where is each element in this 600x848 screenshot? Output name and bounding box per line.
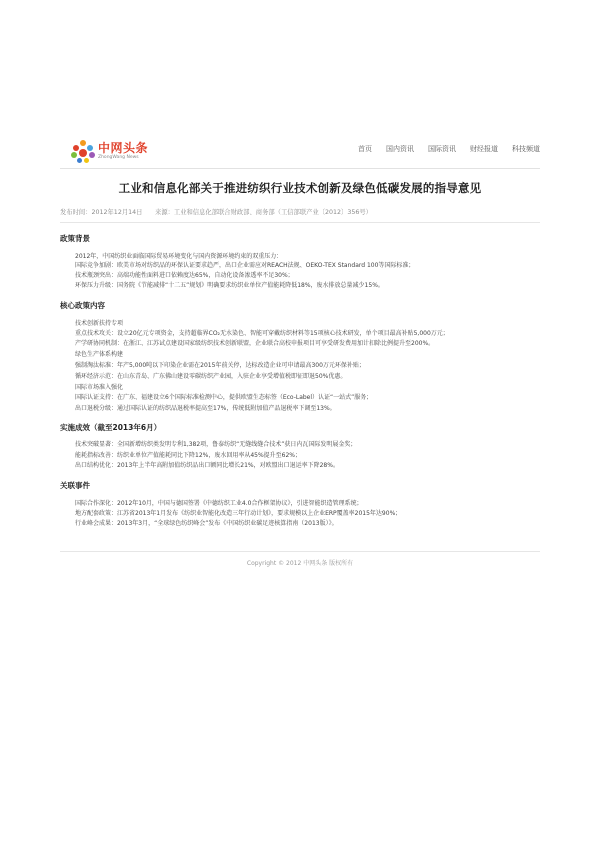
logo-text: 中网头条 — [98, 141, 149, 155]
section-line: 行业峰会成果：2013年3月，“全球绿色纺织峰会”发布《中国纺织业碳足迹核算指南（2013版）》。 — [75, 520, 338, 527]
nav-item-home[interactable]: 首页 — [358, 145, 372, 153]
section-line: 循环经济示范：在山东青岛、广东佛山建设零碳纺织产业园，入驻企业享受增值税即征即退50%优惠。 — [75, 373, 347, 380]
section-subheading: 技术创新扶持专项 — [75, 320, 124, 327]
logo-dots-icon — [71, 140, 95, 164]
section-line: 国际合作深化：2012年10月，中国与德国签署《中德纺织工业4.0合作框架协议》，引进智能织造管理系统； — [75, 500, 363, 507]
footer-copyright: Copyright © 2012 中网头条 版权所有 — [246, 560, 354, 567]
nav-item-finance[interactable]: 财经报道 — [470, 145, 498, 153]
section-line: 技术瓶颈突出：高端功能性面料进口依赖度达65%，自动化设备渗透率不足30%； — [75, 272, 294, 279]
main-nav — [344, 144, 540, 154]
site-header — [60, 133, 540, 169]
section-title-core-policy: 核心政策内容 — [60, 301, 105, 310]
section-line: 地方配套政策：江苏省2013年1月发布《纺织业智能化改造三年行动计划》，要求规模以上企业ERP覆盖率2015年达90%； — [75, 510, 402, 517]
meta-divider — [60, 222, 540, 223]
section-line: 出口退税分级：通过国际认证的纺织品退税率提高至17%，传统低附加值产品退税率下调至13%。 — [75, 405, 336, 412]
nav-item-international[interactable]: 国际资讯 — [428, 145, 456, 153]
section-line: 产学研协同机制：在浙江、江苏试点建设国家级纺织技术创新联盟，企业联合高校申报项目可享受研发费用加计扣除比例提升至200%。 — [75, 340, 435, 347]
article-title: 工业和信息化部关于推进纺织行业技术创新及绿色低碳发展的指导意见 — [118, 181, 482, 195]
site-logo[interactable] — [71, 137, 161, 167]
section-line: 国际竞争加剧：欧美市场对纺织品的环保认证要求趋严，出口企业需应对REACH法规、OEKO-TEX Standard 100等国际标准； — [75, 262, 415, 269]
section-title-results: 实施成效（截至2013年6月） — [60, 423, 162, 432]
footer-divider — [60, 551, 540, 552]
nav-item-domestic[interactable]: 国内资讯 — [386, 145, 414, 153]
logo-subtext: ZhongWang News — [98, 155, 139, 160]
section-line: 强制淘汰标准：年产5,000吨以下印染企业需在2015年前关停，达标改造企业可申请最高300万元环保补贴； — [75, 362, 365, 369]
article-meta: 发布时间：2012年12月14日 来源：工业和信息化部联合财政部、商务部（工信部联产业〔2012〕356号） — [60, 209, 372, 216]
header-divider — [60, 168, 540, 169]
section-title-background: 政策背景 — [60, 234, 90, 243]
section-subheading: 国际市场准入强化 — [75, 384, 124, 391]
section-line: 重点技术攻关：设立20亿元专项资金，支持超临界CO₂无水染色、智能可穿戴纺织材料等15项核心技术研发，单个项目最高补贴5,000万元； — [75, 330, 449, 337]
section-line: 环保压力升级：国务院《节能减排“十二五”规划》明确要求纺织业单位产值能耗降低18%，废水排放总量减少15%。 — [75, 282, 384, 289]
nav-item-tech[interactable]: 科技频道 — [512, 145, 540, 153]
section-subheading: 绿色生产体系构建 — [75, 351, 124, 358]
section-line: 出口结构优化：2013年上半年高附加值纺织品出口额同比增长21%，对欧盟出口退运率下降28%。 — [75, 462, 339, 469]
section-line: 技术突破显著：全国新增纺织类发明专利1,382项，鲁泰纺织“无缝线缝合技术”获日内瓦国际发明展金奖； — [75, 441, 357, 448]
section-line: 能耗指标改善：纺织业单位产值能耗同比下降12%，废水回用率从45%提升至62%； — [75, 452, 302, 459]
section-line: 2012年，中国纺织业面临国际贸易环境变化与国内资源环境约束的双重压力： — [75, 253, 283, 260]
section-line: 国际认证支持：在广东、福建设立6个国际标准检测中心，提供欧盟生态标签（Eco-Label）认证“一站式”服务； — [75, 394, 373, 401]
section-title-related-events: 关联事件 — [60, 481, 90, 490]
